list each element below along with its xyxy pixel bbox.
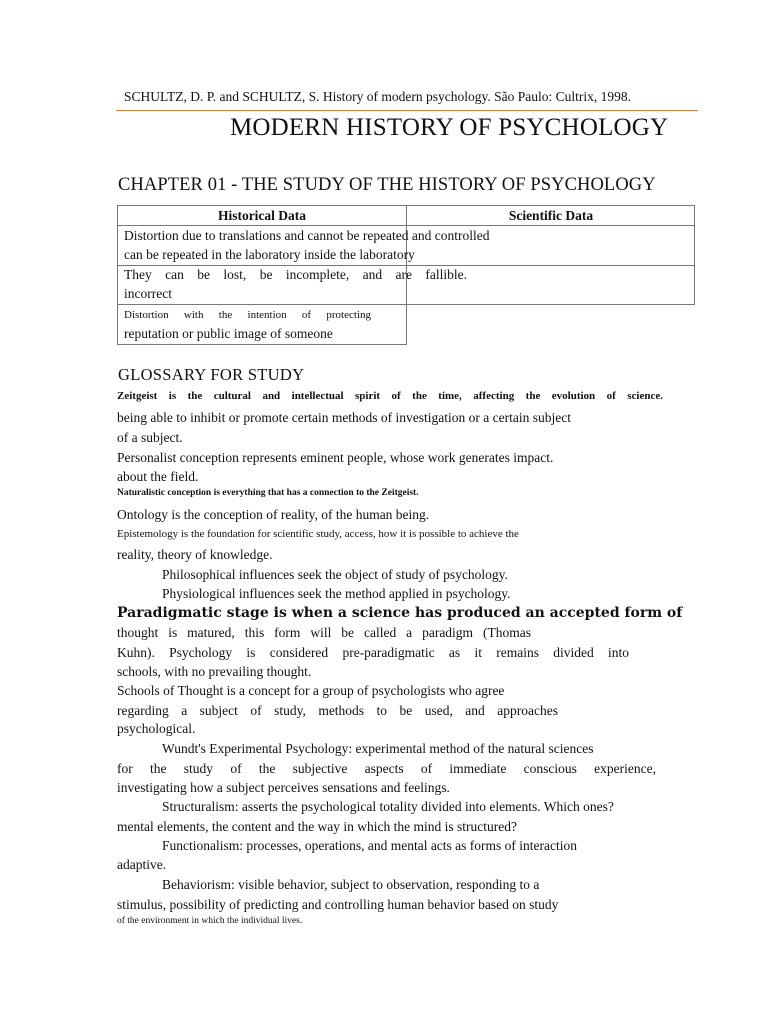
glossary-line: Zeitgeist is the cultural and intellectual spirit of the time, affecting the evolution of science. [117, 390, 663, 402]
glossary-line: Structuralism: asserts the psychological totality divided into elements. Which ones? [162, 799, 614, 814]
glossary-line: psychological. [117, 721, 196, 736]
table-row2-line2: incorrect [124, 286, 172, 301]
glossary-line: Physiological influences seek the method applied in psychology. [162, 586, 511, 601]
glossary-line: Paradigmatic stage is when a science has produced an accepted form of [117, 605, 683, 621]
table-row1-line1: Distortion due to translations and cannot be repeated and controlled [124, 228, 490, 243]
glossary-line: about the field. [117, 469, 199, 484]
reference-citation: SCHULTZ, D. P. and SCHULTZ, S. History of modern psychology. São Paulo: Cultrix, 1998. [124, 89, 632, 104]
table-row2-line1: They can be lost, be incomplete, and are fallible. [124, 267, 467, 282]
glossary-line: Philosophical influences seek the object of study of psychology. [162, 567, 508, 582]
glossary-line: Wundt's Experimental Psychology: experimental method of the natural sciences [162, 741, 594, 756]
table-row3-line1: Distortion with the intention of protecting [124, 309, 371, 321]
table-header-historical: Historical Data [217, 208, 307, 223]
glossary-heading: GLOSSARY FOR STUDY [118, 365, 305, 384]
glossary-line: Epistemology is the foundation for scientific study, access, how it is possible to achieve the [117, 528, 519, 540]
chapter-heading: CHAPTER 01 - THE STUDY OF THE HISTORY OF PSYCHOLOGY [118, 175, 656, 195]
glossary-line: thought is matured, this form will be called a paradigm (Thomas [117, 625, 531, 640]
glossary-line: investigating how a subject perceives sensations and feelings. [117, 780, 450, 795]
comparison-table [117, 205, 695, 345]
glossary-line: mental elements, the content and the way in which the mind is structured? [117, 819, 518, 834]
glossary-line: Schools of Thought is a concept for a group of psychologists who agree [117, 683, 505, 698]
header-divider [116, 110, 698, 111]
glossary-line: Personalist conception represents eminent people, whose work generates impact. [117, 450, 554, 465]
glossary-line: Behaviorism: visible behavior, subject to observation, responding to a [162, 877, 540, 892]
table-row3-line2: reputation or public image of someone [124, 326, 333, 341]
glossary-line: schools, with no prevailing thought. [117, 664, 312, 679]
table-border-left [117, 205, 118, 345]
document-title: MODERN HISTORY OF PSYCHOLOGY [230, 114, 669, 141]
glossary-line: of the environment in which the individual lives. [117, 916, 303, 926]
glossary-line: reality, theory of knowledge. [117, 547, 273, 562]
glossary-line: Kuhn). Psychology is considered pre-paradigmatic as it remains divided into [117, 645, 629, 660]
glossary-line: stimulus, possibility of predicting and controlling human behavior based on study [117, 897, 559, 912]
table-border-bottom [117, 344, 407, 345]
glossary-line: Ontology is the conception of reality, of the human being. [117, 507, 430, 522]
table-header-scientific: Scientific Data [508, 208, 594, 223]
glossary-line: of a subject. [117, 430, 183, 445]
glossary-line: Functionalism: processes, operations, and mental acts as forms of interaction [162, 838, 578, 853]
glossary-line: being able to inhibit or promote certain methods of investigation or a certain subject [117, 410, 571, 425]
glossary-line: adaptive. [117, 857, 167, 872]
table-row1-line2: can be repeated in the laboratory inside the laboratory [124, 247, 415, 262]
glossary-line: for the study of the subjective aspects of immediate conscious experience, [117, 761, 656, 776]
glossary-line: regarding a subject of study, methods to be used, and approaches [117, 703, 558, 718]
glossary-line: Naturalistic conception is everything that has a connection to the Zeitgeist. [117, 488, 419, 498]
